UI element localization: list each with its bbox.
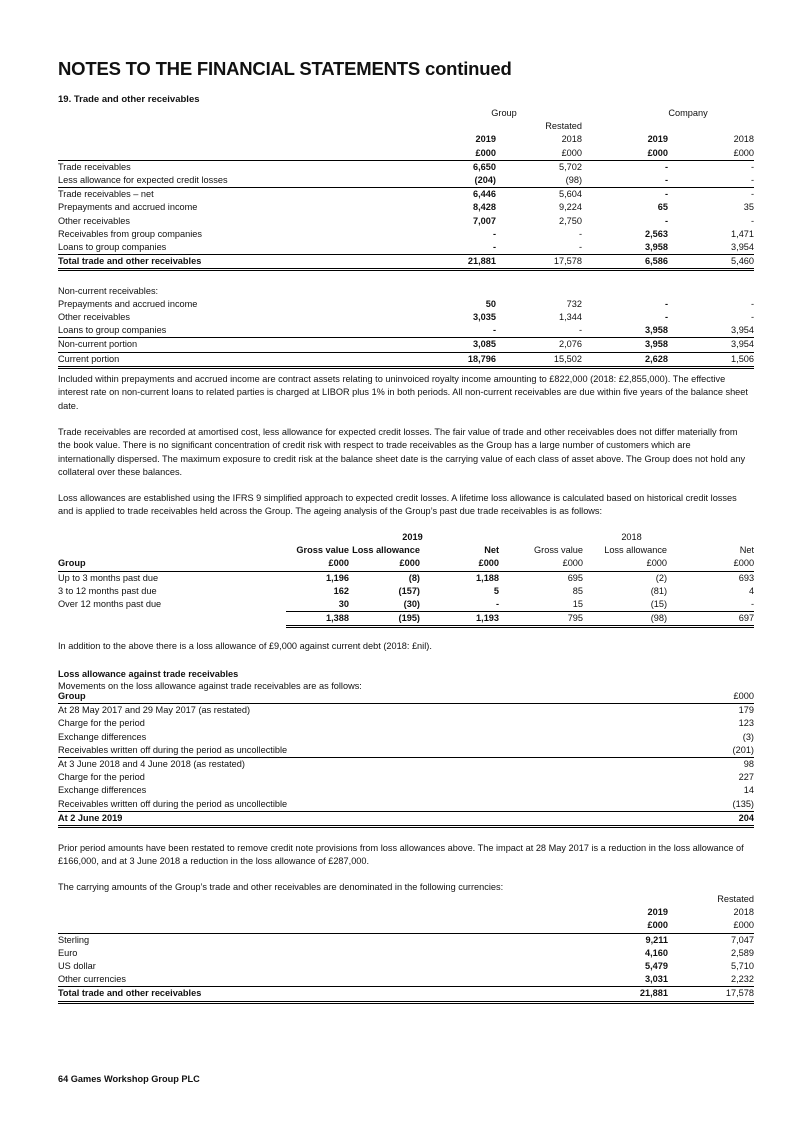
ageing-table — [58, 531, 754, 628]
row-label: Current portion — [58, 352, 396, 367]
cell: - — [492, 228, 496, 239]
cell: 14 — [743, 785, 754, 796]
table-row — [58, 241, 754, 255]
loss-allowance-intro: Movements on the loss allowance against trade receivables are as follows: — [58, 681, 362, 691]
cell: - — [496, 324, 582, 338]
row-label: Less allowance for expected credit losses — [58, 174, 396, 188]
column-header: Loss allowance — [352, 545, 420, 556]
cell: 2,589 — [731, 947, 754, 958]
row-label: Prepayments and accrued income — [58, 202, 198, 213]
row-label: Other receivables — [58, 312, 131, 323]
unit-label: £000 — [668, 147, 754, 161]
cell: 5,604 — [559, 189, 583, 200]
cell: 795 — [499, 612, 583, 627]
restated-label: Restated — [717, 894, 754, 904]
cell: 2,750 — [559, 215, 583, 226]
table-row — [58, 571, 754, 585]
cell: 85 — [572, 585, 584, 596]
cell: (81) — [650, 585, 668, 596]
unit-label: £000 — [654, 690, 754, 704]
cell: 30 — [286, 598, 349, 612]
table-row — [58, 758, 754, 772]
loss-allowance-heading: Loss allowance against trade receivables — [58, 669, 239, 679]
cell: - — [420, 598, 499, 612]
currencies-table — [58, 893, 754, 1004]
unit-label: £000 — [668, 919, 754, 933]
cell: 50 — [485, 298, 496, 309]
cell: 3,958 — [582, 241, 668, 255]
row-label: Exchange differences — [58, 731, 147, 742]
receivables-table — [58, 107, 754, 369]
cell: 5,479 — [645, 961, 668, 972]
row-label: Total trade and other receivables — [58, 255, 396, 270]
cell: - — [664, 312, 669, 323]
table-row — [58, 338, 754, 352]
cell: - — [582, 174, 668, 188]
cell: (15) — [583, 598, 667, 612]
table-row — [58, 731, 754, 744]
cell: - — [750, 298, 755, 309]
currency-year-row — [58, 906, 754, 919]
table-row — [58, 704, 754, 718]
cell: (8) — [408, 572, 420, 583]
row-label: 3 to 12 months past due — [58, 585, 157, 596]
cell: 17,578 — [496, 255, 582, 270]
table-total-row — [58, 811, 754, 826]
cell: - — [750, 312, 755, 323]
paragraph-current-debt: In addition to the above there is a loss allowance of £9,000 against current debt (2018: £nil). — [58, 641, 432, 651]
loss-allowance-table — [58, 690, 754, 828]
unit-label: £000 — [286, 557, 349, 571]
cell: 21,881 — [396, 255, 496, 270]
table-row — [58, 933, 754, 947]
cell: 9,211 — [645, 934, 668, 945]
restated-label: Restated — [545, 121, 583, 132]
cell: (201) — [654, 744, 754, 758]
row-label: Receivables written off during the period as uncollectible — [58, 798, 654, 812]
table-row — [58, 798, 754, 812]
cell: 18,796 — [396, 352, 496, 367]
cell: - — [750, 161, 755, 172]
cell: 6,650 — [473, 161, 496, 172]
cell: 695 — [567, 572, 584, 583]
row-label: Charge for the period — [58, 718, 145, 729]
ageing-unit-row — [58, 557, 754, 571]
table-row — [58, 324, 754, 338]
column-header: Net — [739, 545, 755, 556]
cell: (98) — [496, 174, 582, 188]
cell: (3) — [742, 731, 754, 742]
cell: - — [664, 215, 669, 226]
unit-label: £000 — [496, 147, 582, 161]
year-2018-label: 2018 — [621, 532, 642, 542]
column-header: 2018 — [733, 907, 754, 918]
table-year-row — [58, 133, 754, 146]
column-header: 2018 — [561, 134, 583, 145]
row-label: Total trade and other receivables — [58, 987, 582, 1002]
table-row — [58, 784, 754, 797]
unit-label: £000 — [349, 557, 420, 571]
cell: 204 — [654, 811, 754, 826]
table-row — [58, 160, 754, 174]
cell: 3,031 — [582, 973, 668, 987]
row-label: Receivables from group companies — [58, 228, 203, 239]
cell: - — [667, 598, 754, 612]
cell: 4,160 — [645, 947, 668, 958]
column-header: 2019 — [647, 134, 669, 145]
group-label: Group — [491, 108, 517, 118]
cell: - — [396, 241, 496, 255]
row-label: At 3 June 2018 and 4 June 2018 (as restated) — [58, 759, 245, 770]
table-row — [58, 744, 754, 758]
cell: (2) — [655, 572, 668, 583]
cell: 8,428 — [473, 202, 496, 213]
row-label: Receivables written off during the period as uncollectible — [58, 744, 654, 758]
unit-label: £000 — [499, 557, 583, 571]
cell: (135) — [654, 798, 754, 812]
table-row — [58, 585, 754, 598]
table-row — [58, 717, 754, 730]
cell: 6,586 — [582, 255, 668, 270]
paragraph-contract-assets: Included within prepayments and accrued income are contract assets relating to uninvoiced royalty income amounting to £822,000 (2018: £2,855,000). The effective interest rate on non-current loans to related parties is charged at LIBOR plus 1% in both periods. All non-current receivables are due within five years of the balance sheet date. — [58, 374, 748, 411]
cell: 2,563 — [645, 228, 669, 239]
table-row — [58, 311, 754, 324]
row-label: US dollar — [58, 961, 96, 972]
cell: 1,193 — [420, 612, 499, 627]
cell: 35 — [743, 202, 755, 213]
table-row — [58, 188, 754, 202]
cell: 1,506 — [668, 352, 754, 367]
column-header: 2018 — [733, 134, 755, 145]
cell: 65 — [657, 202, 669, 213]
cell: 693 — [738, 572, 755, 583]
cell: 1,196 — [326, 572, 349, 583]
cell: 2,628 — [582, 352, 668, 367]
cell: - — [664, 298, 669, 309]
cell: 15,502 — [496, 352, 582, 367]
page-footer: 64 Games Workshop Group PLC — [58, 1074, 200, 1084]
cell: 1,344 — [559, 312, 583, 323]
cell: (98) — [583, 612, 667, 627]
unit-label: £000 — [582, 919, 668, 933]
row-label: Exchange differences — [58, 785, 147, 796]
table-row — [58, 201, 754, 214]
column-header: 2019 — [647, 907, 668, 918]
cell: 7,007 — [473, 215, 496, 226]
cell: 3,958 — [582, 338, 668, 352]
cell: - — [664, 161, 669, 172]
cell: 98 — [743, 759, 754, 770]
cell: 4 — [748, 585, 755, 596]
cell: 21,881 — [582, 987, 668, 1002]
spacer-row — [58, 270, 754, 285]
table-row — [58, 228, 754, 241]
row-label: Other currencies — [58, 973, 582, 987]
cell: 1,388 — [286, 612, 349, 627]
company-label: Company — [668, 108, 708, 118]
cell: 3,954 — [668, 241, 754, 255]
table-row — [58, 771, 754, 784]
cell: 9,224 — [559, 202, 583, 213]
row-label: Trade receivables — [58, 161, 131, 172]
table-restated-row — [58, 120, 754, 133]
cell: (204) — [396, 174, 496, 188]
row-label: Loans to group companies — [58, 241, 396, 255]
column-header: 2019 — [475, 134, 496, 145]
row-label: Sterling — [58, 934, 90, 945]
cell: 5,710 — [731, 961, 754, 972]
cell: - — [668, 174, 754, 188]
table-total-row — [58, 255, 754, 270]
cell: 3,954 — [668, 338, 754, 352]
cell: - — [578, 228, 583, 239]
cell: 227 — [738, 772, 754, 783]
cell: 3,958 — [582, 324, 668, 338]
ageing-year-row — [58, 531, 754, 544]
cell: 1,188 — [476, 572, 500, 583]
cell: 5,702 — [559, 161, 583, 172]
column-header: Loss allowance — [604, 545, 668, 556]
table-row — [58, 215, 754, 228]
paragraph-amortised-cost: Trade receivables are recorded at amortised cost, less allowance for expected credit losses. The fair value of trade and other receivables does not differ materially from the book value. There is no significant concentration of credit risk with respect to trade receivables as the Group has a large number of customers which are internationally dispersed. The maximum exposure to credit risk at the balance sheet date is the carrying value of each class of asset above. The Group does not hold any collateral over these balances. — [58, 427, 746, 477]
page-title: NOTES TO THE FINANCIAL STATEMENTS continued — [58, 58, 512, 79]
noncurrent-heading: Non-current receivables: — [58, 285, 159, 296]
row-label-header: Group — [58, 690, 654, 704]
cell: 162 — [333, 585, 349, 596]
row-label: Charge for the period — [58, 772, 145, 783]
row-label: Euro — [58, 947, 78, 958]
table-row — [58, 973, 754, 987]
cell: 5 — [493, 585, 500, 596]
cell: 732 — [566, 298, 583, 309]
table-row — [58, 598, 754, 612]
unit-label: £000 — [420, 557, 499, 571]
unit-label: £000 — [667, 557, 754, 571]
cell: 7,047 — [731, 934, 754, 945]
table-row — [58, 960, 754, 973]
year-2019-label: 2019 — [402, 532, 423, 542]
cell: - — [396, 324, 496, 338]
cell: 3,035 — [473, 312, 496, 323]
paragraph-restatement: Prior period amounts have been restated to remove credit note provisions from loss allowances above. The impact at 28 May 2017 is a reduction in the loss allowance of £166,000, and at 3 June 2018 a reduction in the loss allowance of £287,000. — [58, 843, 744, 867]
cell: 6,446 — [473, 189, 496, 200]
row-label: Other receivables — [58, 215, 131, 226]
row-label: At 2 June 2019 — [58, 811, 654, 826]
column-header: Gross value — [534, 545, 584, 556]
cell: (195) — [349, 612, 420, 627]
ageing-header-row — [58, 544, 754, 557]
table-unit-row — [58, 147, 754, 161]
cell: 2,076 — [496, 338, 582, 352]
table-total-row — [58, 612, 754, 627]
unit-label: £000 — [396, 147, 496, 161]
cell: (30) — [349, 598, 420, 612]
section-heading: 19. Trade and other receivables — [58, 94, 200, 105]
cell: 3,954 — [668, 324, 754, 338]
cell: 179 — [738, 705, 754, 716]
row-label-header: Group — [58, 557, 286, 571]
column-header: Gross value — [296, 545, 349, 556]
noncurrent-heading-row — [58, 285, 754, 298]
row-label: Up to 3 months past due — [58, 572, 159, 583]
table-group-header-row — [58, 107, 754, 120]
currency-restated-row — [58, 893, 754, 906]
cell: 697 — [667, 612, 754, 627]
loss-header-row — [58, 690, 754, 704]
cell: - — [750, 215, 755, 226]
paragraph-currencies: The carrying amounts of the Group’s trade and other receivables are denominated in the following currencies: — [58, 882, 504, 892]
cell: 5,460 — [668, 255, 754, 270]
cell: 3,085 — [396, 338, 496, 352]
row-label: Non-current portion — [58, 338, 396, 352]
cell: (157) — [398, 585, 420, 596]
table-total-row — [58, 987, 754, 1002]
row-label: Prepayments and accrued income — [58, 298, 198, 309]
table-row — [58, 947, 754, 960]
paragraph-loss-allowances: Loss allowances are established using the IFRS 9 simplified approach to expected credit losses. A lifetime loss allowance is calculated based on historical credit losses and is applied to trade receivables held across the Group. The ageing analysis of the Group’s past due trade receivables is as follows: — [58, 493, 737, 517]
cell: - — [750, 189, 755, 200]
table-row — [58, 352, 754, 367]
column-header: Net — [484, 545, 500, 556]
cell: - — [496, 241, 582, 255]
currency-unit-row — [58, 919, 754, 933]
cell: 15 — [499, 598, 583, 612]
cell: 1,471 — [731, 228, 755, 239]
row-label: Over 12 months past due — [58, 599, 162, 610]
unit-label: £000 — [583, 557, 667, 571]
table-row — [58, 174, 754, 188]
row-label: At 28 May 2017 and 29 May 2017 (as restated) — [58, 705, 251, 716]
cell: 2,232 — [668, 973, 754, 987]
table-row — [58, 298, 754, 311]
row-label: Trade receivables – net — [58, 189, 154, 200]
unit-label: £000 — [582, 147, 668, 161]
cell: 17,578 — [668, 987, 754, 1002]
row-label: Loans to group companies — [58, 324, 396, 338]
cell: 123 — [738, 718, 754, 729]
cell: - — [664, 189, 669, 200]
